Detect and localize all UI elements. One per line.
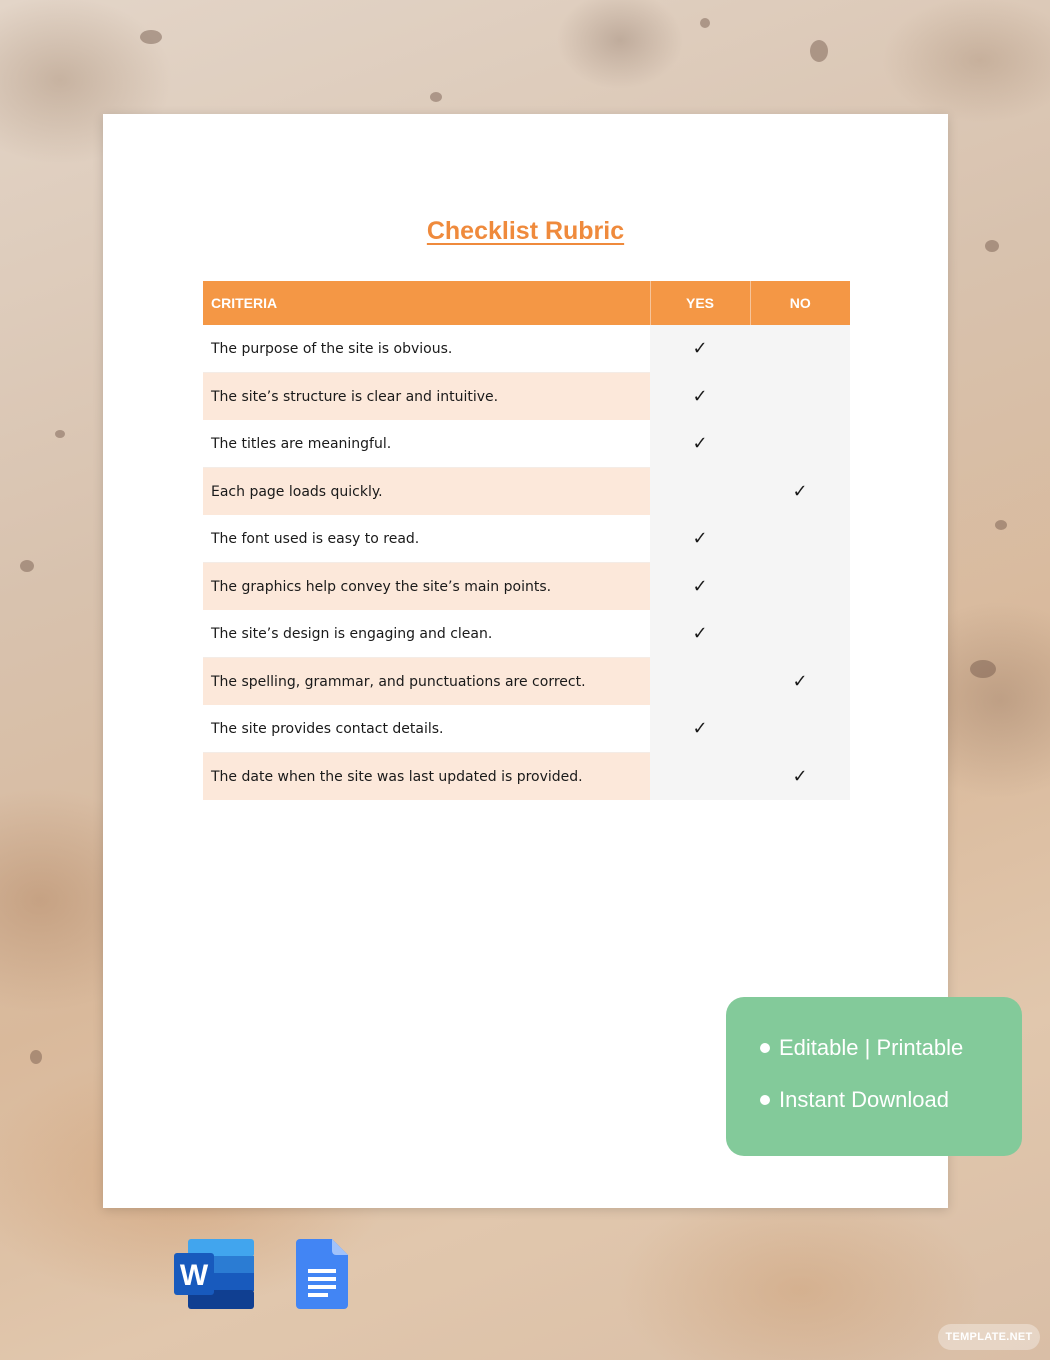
- yes-check-cell: ✓: [650, 373, 750, 421]
- table-row: [203, 705, 850, 753]
- microsoft-word-icon[interactable]: [174, 1239, 254, 1309]
- table-row: [203, 515, 850, 563]
- criteria-cell: The purpose of the site is obvious.: [203, 325, 650, 373]
- checklist-table: [203, 281, 850, 800]
- google-docs-icon[interactable]: [296, 1239, 348, 1309]
- bullet-icon: [760, 1043, 770, 1053]
- table-row: [203, 373, 850, 421]
- badge-item-label: Instant Download: [779, 1087, 949, 1112]
- badge-item-editable: [760, 1035, 963, 1061]
- criteria-cell: Each page loads quickly.: [203, 468, 650, 516]
- table-row: [203, 468, 850, 516]
- no-check-cell: [750, 610, 850, 658]
- no-check-cell: [750, 563, 850, 611]
- badge-item-download: [760, 1087, 949, 1113]
- criteria-cell: The site provides contact details.: [203, 705, 650, 753]
- criteria-header: CRITERIA: [203, 281, 650, 325]
- watermark-logo: TEMPLATE.NET: [938, 1324, 1040, 1350]
- criteria-cell: The titles are meaningful.: [203, 420, 650, 468]
- table-row: [203, 420, 850, 468]
- yes-header: YES: [650, 281, 750, 325]
- yes-check-cell: ✓: [650, 705, 750, 753]
- badge-item-label: Editable | Printable: [779, 1035, 964, 1060]
- bullet-icon: [760, 1095, 770, 1105]
- yes-check-cell: ✓: [650, 610, 750, 658]
- criteria-cell: The font used is easy to read.: [203, 515, 650, 563]
- features-badge: [726, 997, 1022, 1156]
- yes-check-cell: [650, 658, 750, 706]
- no-check-cell: [750, 325, 850, 373]
- no-check-cell: [750, 420, 850, 468]
- yes-check-cell: ✓: [650, 420, 750, 468]
- no-check-cell: [750, 705, 850, 753]
- criteria-cell: The spelling, grammar, and punctuations are correct.: [203, 658, 650, 706]
- yes-check-cell: ✓: [650, 515, 750, 563]
- no-check-cell: [750, 373, 850, 421]
- no-check-cell: ✓: [750, 658, 850, 706]
- table-row: [203, 325, 850, 373]
- yes-check-cell: ✓: [650, 325, 750, 373]
- criteria-cell: The graphics help convey the site’s main points.: [203, 563, 650, 611]
- table-row: [203, 563, 850, 611]
- yes-check-cell: [650, 468, 750, 516]
- table-header-row: [203, 281, 850, 325]
- no-header: NO: [750, 281, 850, 325]
- no-check-cell: ✓: [750, 753, 850, 801]
- yes-check-cell: ✓: [650, 563, 750, 611]
- no-check-cell: ✓: [750, 468, 850, 516]
- criteria-cell: The date when the site was last updated is provided.: [203, 753, 650, 801]
- no-check-cell: [750, 515, 850, 563]
- svg-text:W: W: [179, 1259, 209, 1292]
- table-row: [203, 610, 850, 658]
- criteria-cell: The site’s design is engaging and clean.: [203, 610, 650, 658]
- document-title: Checklist Rubric: [426, 217, 625, 245]
- yes-check-cell: [650, 753, 750, 801]
- table-row: [203, 658, 850, 706]
- table-row: [203, 753, 850, 801]
- criteria-cell: The site’s structure is clear and intuitive.: [203, 373, 650, 421]
